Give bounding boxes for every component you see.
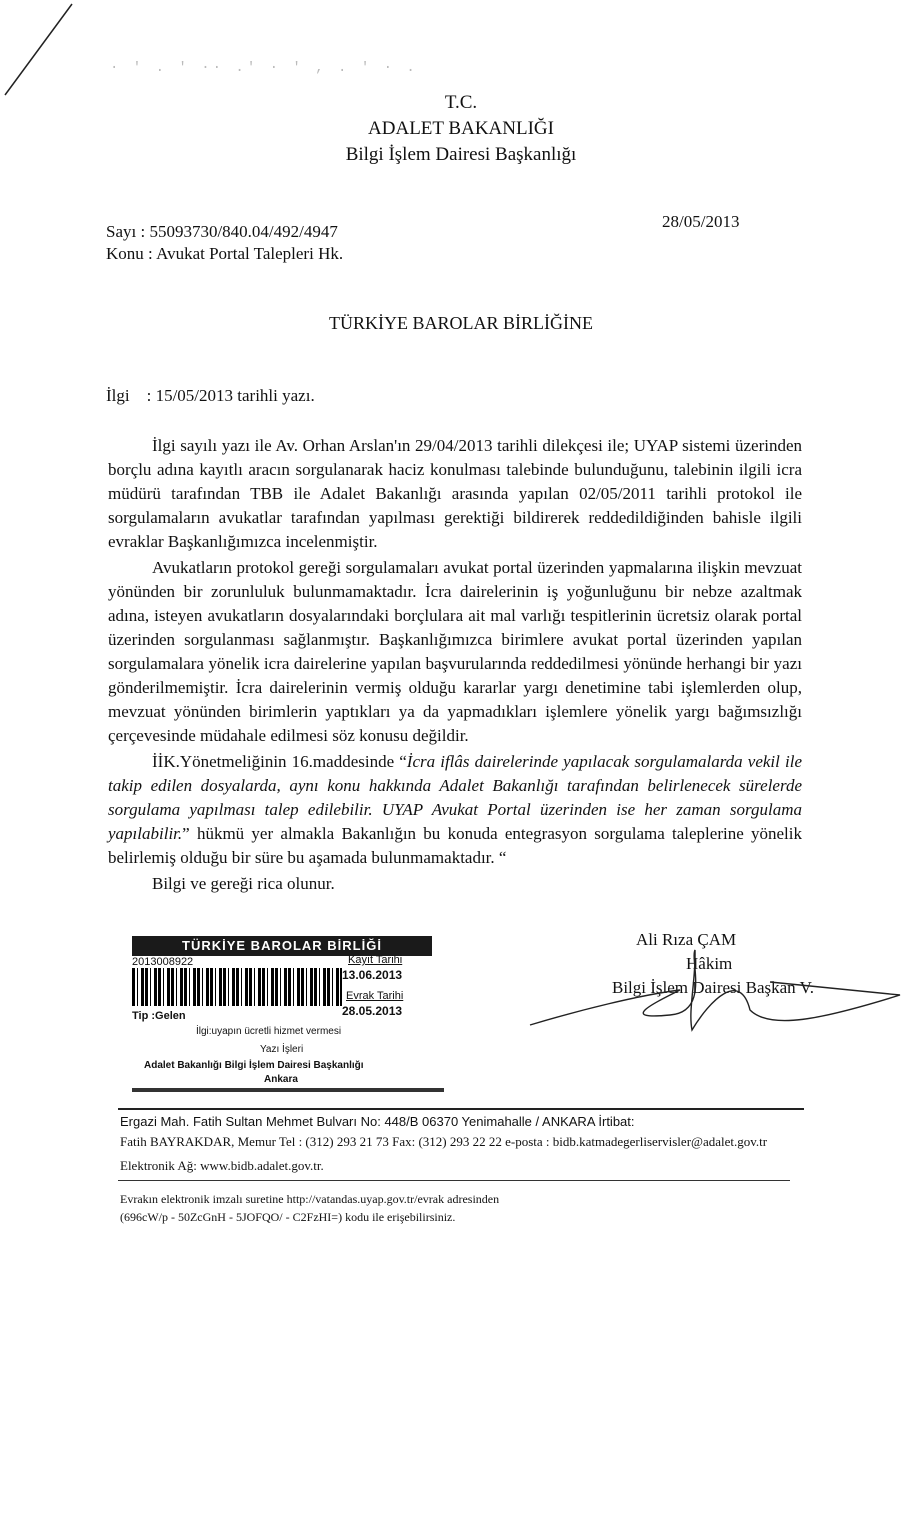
barcode bbox=[132, 968, 342, 1006]
letter-body bbox=[108, 434, 802, 896]
paragraph-2: Avukatların protokol gereği sorgulamaları avukat portal üzerinden yapmalarına ilişkin mevzuat yönünden bir zorunluluk bulunmamaktadır. İcra dairelerinin iş yoğunluğunu bir nebze azaltmak adına, isteyen avukatların dosyalarındaki borçlulara ait mal varlığı tespitlerinin ücretsiz olarak portal üzerinden sorgulanması sağlanmıştır. Başkanlığımızca birimlere avukat portal üzerinden yapılan sorgulamalara yönelik icra dairelerine yapılan başvurularında reddedilmesi yönünde herhangi bir yazı gönderilmemiştir. İcra dairelerinin vermiş olduğu kararlar yargı denetimine tabi işlemlerden olup, mevzuat yönünden birimlerin yaptıkları ya da yapmadıkları işlemlere yönelik yargı bağımsızlığı çerçevesinde müdahale edilmesi söz konusu değildir. bbox=[108, 558, 802, 745]
footer-address: Ergazi Mah. Fatih Sultan Mehmet Bulvarı No: 448/B 06370 Yenimahalle / ANKARA İrtibat: bbox=[120, 1114, 635, 1129]
handwritten-signature bbox=[520, 940, 910, 1040]
stamp-type: Tip :Gelen bbox=[132, 1010, 186, 1022]
stamp-number: 2013008922 bbox=[132, 956, 194, 968]
p3-prefix: İİK.Yönetmeliğinin 16.maddesinde “ bbox=[152, 752, 407, 771]
footer-rule-bottom bbox=[118, 1180, 790, 1181]
signatory-title: Hâkim bbox=[686, 954, 733, 973]
konu-label: Konu bbox=[106, 244, 144, 263]
konu-line bbox=[106, 244, 343, 264]
verification-line-1: Evrakın elektronik imzalı suretine http://vatandas.uyap.gov.tr/evrak adresinden bbox=[120, 1192, 500, 1206]
scan-noise: · ' . ' ·· .' · ' , . ' · . bbox=[110, 60, 418, 76]
registry-stamp bbox=[120, 928, 440, 1098]
sayi-value: : 55093730/840.04/492/4947 bbox=[140, 222, 338, 241]
country-label: T.C. bbox=[444, 92, 478, 113]
stamp-rule bbox=[132, 1088, 444, 1092]
stamp-sender: Adalet Bakanlığı Bilgi İşlem Dairesi Başkanlığı bbox=[144, 1060, 364, 1071]
paragraph-1: İlgi sayılı yazı ile Av. Orhan Arslan'ın 29/04/2013 tarihli dilekçesi ile; UYAP sistemi üzerinden borçlu adına kayıtlı aracın sorgulanarak haciz konulması talebinde bulunduğunu, talebinin ilgili icra müdürü tarafından TBB ile Adalet Bakanlığı arasında yapılan 02/05/2011 tarihli protokol ile sorgulamaların avukatlar tarafından yapılması gerektiği bildirerek reddedildiğinden bahisle ilgili evraklar Başkanlığımızca incelenmiştir. bbox=[108, 436, 802, 551]
ilgi-line bbox=[106, 386, 315, 406]
stamp-unit: Yazı İşleri bbox=[260, 1044, 304, 1055]
kayit-label: Kayıt Tarihi bbox=[348, 954, 403, 966]
kayit-date: 13.06.2013 bbox=[342, 968, 403, 982]
verification-line-2: (696cW/p - 50ZcGnH - 5JOFQO/ - C2FzHI=) kodu ile erişebilirsiniz. bbox=[120, 1210, 456, 1224]
scan-corner-mark bbox=[0, 0, 80, 100]
ilgi-value: : 15/05/2013 tarihli yazı. bbox=[146, 386, 315, 405]
document-date: 28/05/2013 bbox=[662, 212, 740, 231]
closing-line: Bilgi ve gereği rica olunur. bbox=[152, 874, 335, 893]
p3-suffix: ” hükmü yer almakla Bakanlığın bu konuda entegrasyon sorgulama taleplerine yönelik belirlemiş olduğu bir süre bu aşamada bulunmamaktadır. “ bbox=[108, 824, 802, 867]
evrak-label: Evrak Tarihi bbox=[346, 990, 404, 1002]
evrak-date: 28.05.2013 bbox=[342, 1004, 403, 1018]
ilgi-label: İlgi bbox=[106, 386, 130, 405]
signatory-name: Ali Rıza ÇAM bbox=[636, 930, 737, 949]
footer-web: Elektronik Ağ: www.bidb.adalet.gov.tr. bbox=[120, 1158, 324, 1173]
regulation-quote: İcra iflâs dairelerinde yapılacak sorgulamalarda vekil ile takip edilen dosyalarda, aynı konu hakkında Adalet Bakanlığı tarafından belirlenecek sürelerde sorgulama yapılması talep edilebilir. UYAP Avukat Portal üzerinden ise her zaman sorgulama yapılabilir. bbox=[108, 752, 802, 843]
konu-value: : Avukat Portal Talepleri Hk. bbox=[148, 244, 344, 263]
ministry-name: ADALET BAKANLIĞI bbox=[368, 118, 554, 139]
stamp-ilgi: İlgi:uyapın ücretli hizmet vermesi bbox=[196, 1026, 342, 1037]
sayi-line bbox=[106, 222, 338, 242]
footer-rule-top bbox=[118, 1108, 804, 1110]
footer-contact: Fatih BAYRAKDAR, Memur Tel : (312) 293 21 73 Fax: (312) 293 22 22 e-posta : bidb.katmadegerliservisler@adalet.gov.tr bbox=[120, 1134, 768, 1149]
stamp-org: TÜRKİYE BAROLAR BİRLİĞİ bbox=[132, 936, 432, 956]
department-name: Bilgi İşlem Dairesi Başkanlığı bbox=[345, 144, 577, 165]
stamp-city: Ankara bbox=[264, 1074, 298, 1085]
sayi-label: Sayı bbox=[106, 222, 137, 241]
signatory-position: Bilgi İşlem Dairesi Başkan V. bbox=[612, 978, 814, 997]
paragraph-3 bbox=[108, 750, 802, 870]
recipient: TÜRKİYE BAROLAR BİRLİĞİNE bbox=[329, 313, 593, 333]
